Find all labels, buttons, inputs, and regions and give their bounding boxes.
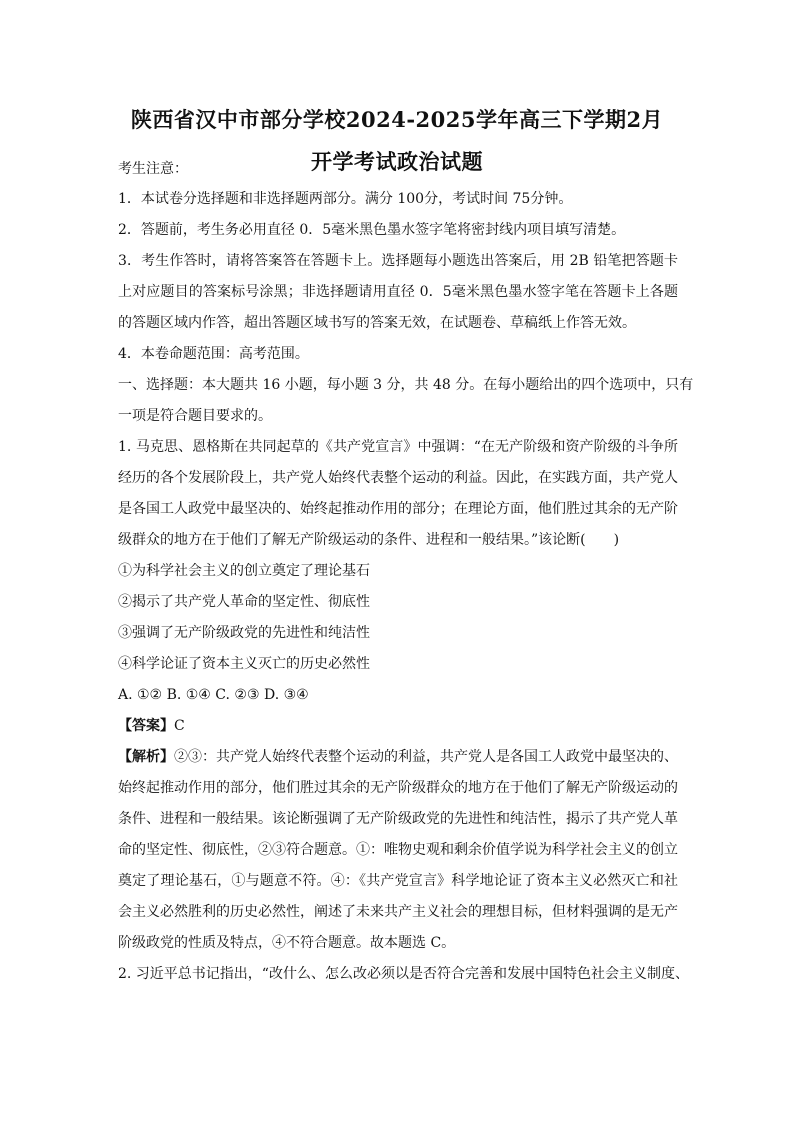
section-heading-line-2: 一项是符合题目要求的。 — [118, 408, 272, 424]
note-item-3-line-3: 的答题区域内作答，超出答题区域书写的答案无效，在试题卷、草稿纸上作答无效。 — [118, 315, 636, 331]
question-1-analysis-line-6: 会主义必然胜利的历史必然性，阐述了未来共产主义社会的理想目标，但材料强调的是无产 — [118, 904, 678, 920]
answer-label: 【答案】 — [118, 718, 174, 734]
exam-title-line-1: 陕西省汉中市部分学校2024-2025学年高三下学期2月 — [130, 107, 664, 132]
question-1-analysis-line-4: 命的坚定性、彻底性，②③符合题意。①：唯物史观和剩余价值学说为科学社会主义的创立 — [118, 842, 678, 858]
note-item-1: 1．本试卷分选择题和非选择题两部分。满分 100分，考试时间 75分钟。 — [118, 191, 573, 207]
question-1-answer — [118, 716, 678, 736]
question-1-analysis-line-5: 奠定了理论基石，①与题意不符。④：《共产党宣言》科学地论证了资本主义必然灭亡和社 — [118, 873, 678, 889]
question-1-options: A. ①② B. ①④ C. ②③ D. ③④ — [118, 687, 309, 703]
question-1-stem-line-4: 级群众的地方在于他们了解无产阶级运动的条件、进程和一般结果。”该论断( ) — [118, 532, 620, 548]
note-item-3-line-2: 上对应题目的答案标号涂黑；非选择题请用直径 0．5毫米黑色墨水签字笔在答题卡上各题 — [118, 284, 678, 300]
section-heading-line-1: 一、选择题：本大题共 16 小题，每小题 3 分，共 48 分。在每小题给出的四个选项中，只有 — [118, 377, 694, 393]
analysis-text-1: ②③：共产党人始终代表整个运动的利益，共产党人是各国工人政党中最坚决的、 — [174, 749, 678, 765]
analysis-label: 【解析】 — [118, 749, 174, 765]
question-1-analysis-line-2: 始终起推动作用的部分，他们胜过其余的无产阶级群众的地方在于他们了解无产阶级运动的 — [118, 780, 678, 796]
note-item-3-line-1: 3．考生作答时，请将答案答在答题卡上。选择题每小题选出答案后，用 2B 铅笔把答题卡 — [118, 253, 678, 269]
question-1-analysis-line-1 — [118, 747, 678, 767]
question-1-statement-2: ②揭示了共产党人革命的坚定性、彻底性 — [118, 594, 370, 610]
question-1-statement-3: ③强调了无产阶级政党的先进性和纯洁性 — [118, 625, 370, 641]
question-1-analysis-line-3: 条件、进程和一般结果。该论断强调了无产阶级政党的先进性和纯洁性，揭示了共产党人革 — [118, 811, 678, 827]
notes-header: 考生注意： — [118, 161, 188, 177]
question-1-statement-4: ④科学论证了资本主义灭亡的历史必然性 — [118, 656, 370, 672]
exam-title-line-2: 开学考试政治试题 — [311, 149, 483, 174]
question-2-stem-line-1: 2. 习近平总书记指出，“改什么、怎么改必须以是否符合完善和发展中国特色社会主义制度、 — [118, 966, 689, 982]
question-1-analysis-line-7: 阶级政党的性质及特点，④不符合题意。故本题选 C。 — [118, 935, 456, 951]
note-item-4: 4．本卷命题范围：高考范围。 — [118, 346, 309, 362]
question-1-stem-line-3: 是各国工人政党中最坚决的、始终起推动作用的部分；在理论方面，他们胜过其余的无产阶 — [118, 501, 678, 517]
answer-value: C — [174, 718, 185, 734]
question-1-stem-line-1: 1. 马克思、恩格斯在共同起草的《共产党宣言》中强调：“在无产阶级和资产阶级的斗争所 — [118, 439, 678, 455]
question-1-statement-1: ①为科学社会主义的创立奠定了理论基石 — [118, 563, 370, 579]
question-1-stem-line-2: 经历的各个发展阶段上，共产党人始终代表整个运动的利益。因此，在实践方面，共产党人 — [118, 470, 678, 486]
note-item-2: 2．答题前，考生务必用直径 0．5毫米黑色墨水签字笔将密封线内项目填写清楚。 — [118, 222, 626, 238]
